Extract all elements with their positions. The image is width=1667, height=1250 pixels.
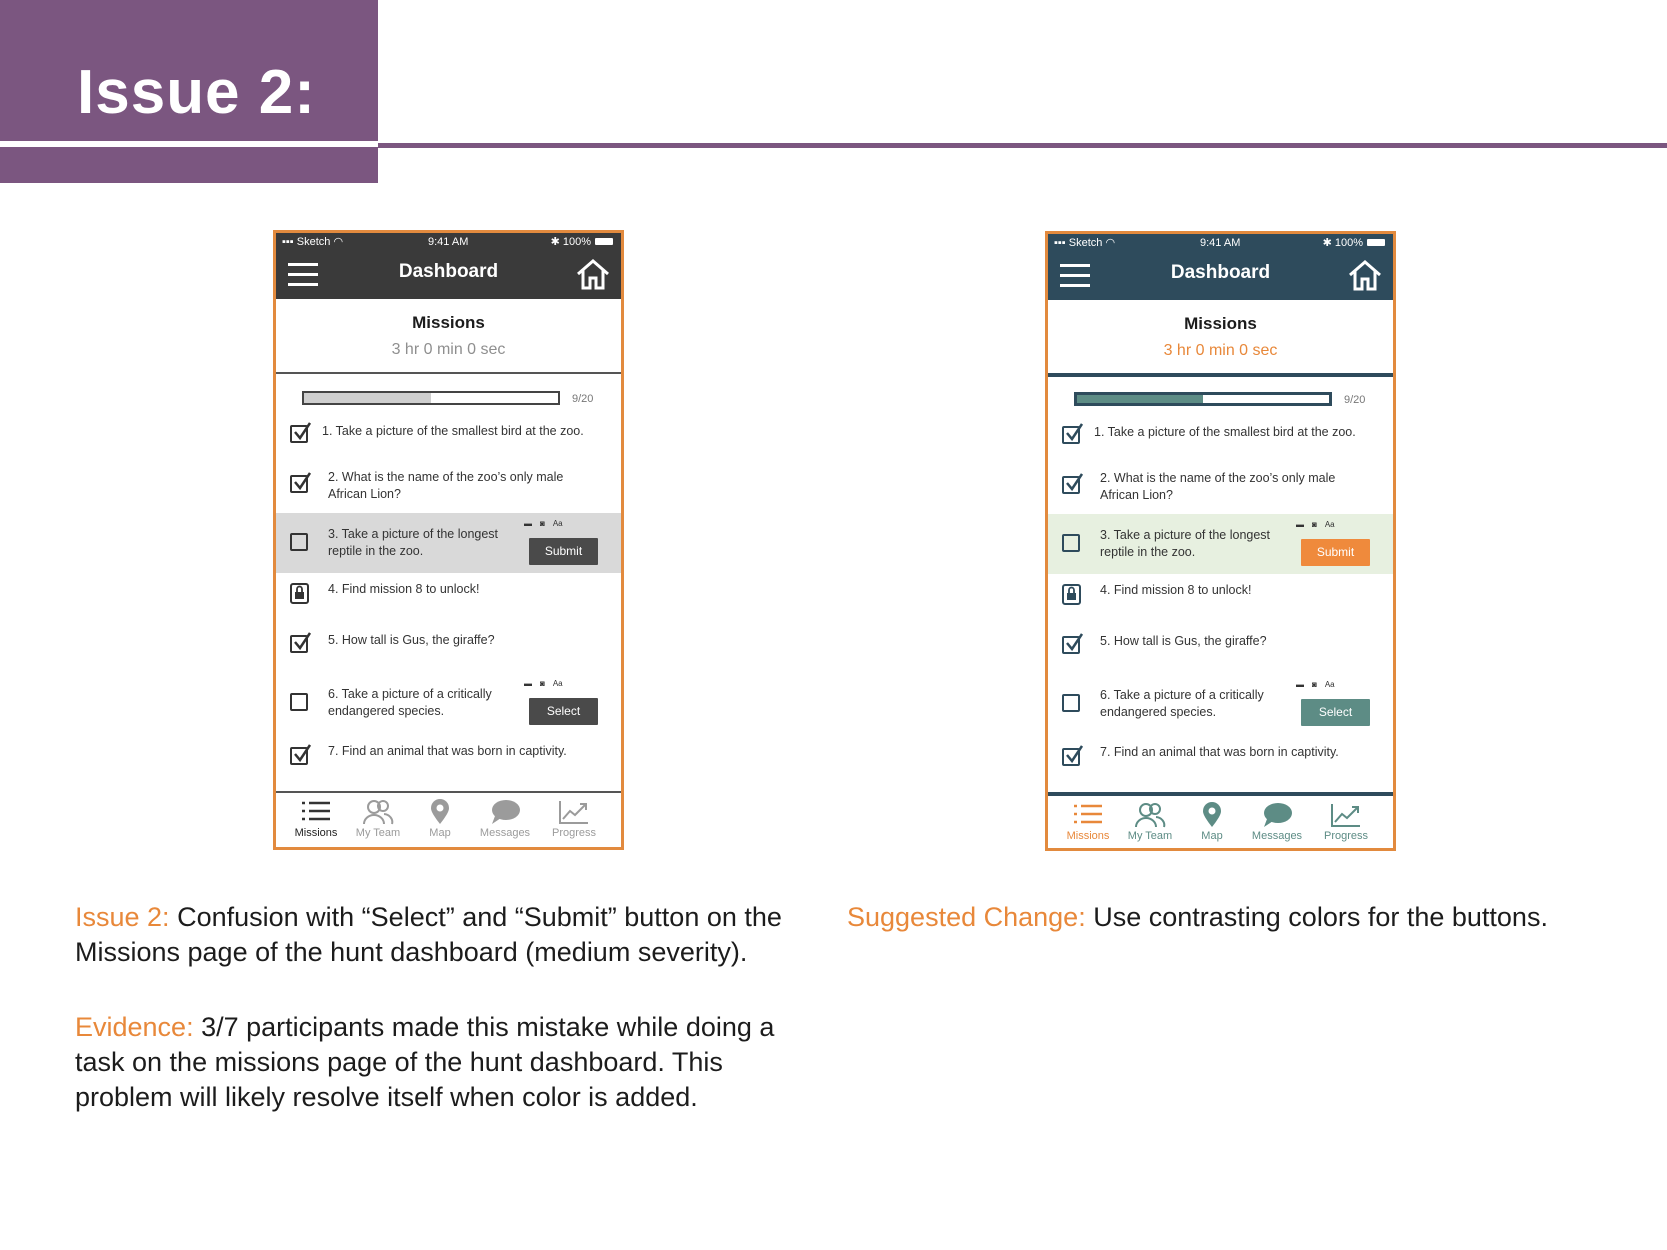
mission-text: 2. What is the name of the zoo’s only male African Lion? [1100, 471, 1336, 502]
chat-bubble-icon [489, 799, 521, 825]
progress-bar [1074, 392, 1332, 406]
missions-title: Missions [1184, 314, 1257, 333]
tab-bar [276, 791, 621, 849]
media-type-icons [524, 519, 571, 528]
mission-text: 3. Take a picture of the longest reptile in the zoo. [1100, 528, 1271, 559]
checkbox-checked-icon[interactable] [290, 747, 308, 765]
mission-item[interactable] [276, 415, 621, 461]
missions-title: Missions [412, 313, 485, 332]
tab-bar [1048, 792, 1393, 851]
mission-text: 5. How tall is Gus, the giraffe? [328, 633, 495, 647]
mission-text: 5. How tall is Gus, the giraffe? [1100, 634, 1267, 648]
evidence-label: Evidence: [75, 1012, 194, 1042]
checkbox-checked-icon[interactable] [290, 425, 308, 443]
camera-icon[interactable]: ◙ [540, 679, 545, 688]
mission-item[interactable] [1048, 674, 1393, 734]
list-icon [1072, 802, 1104, 828]
battery-icon [1367, 239, 1385, 246]
submit-button[interactable]: Submit [529, 538, 598, 565]
tab-label: Progress [1323, 830, 1369, 842]
tab-label: Missions [294, 827, 338, 839]
status-time: 9:41 AM [1200, 237, 1241, 249]
mission-item[interactable] [1048, 622, 1393, 674]
tab-missions[interactable] [285, 799, 347, 839]
mission-item-active[interactable] [276, 513, 621, 573]
issue-label: Issue 2: [75, 902, 170, 932]
camera-icon[interactable]: ◙ [1312, 520, 1317, 529]
mission-item-locked [1048, 574, 1393, 622]
change-label: Suggested Change: [847, 902, 1086, 932]
nav-bar [276, 233, 621, 299]
text-icon[interactable]: Aa [552, 679, 563, 688]
mission-timer: 3 hr 0 min 0 sec [1163, 342, 1278, 359]
phone-mockup-original [273, 230, 624, 850]
checkbox-checked-icon[interactable] [1062, 636, 1080, 654]
tab-messages[interactable] [474, 799, 536, 839]
checkbox-empty-icon[interactable] [290, 533, 308, 551]
tab-map[interactable] [1181, 802, 1243, 842]
map-pin-icon [424, 799, 456, 825]
chat-bubble-icon [1261, 802, 1293, 828]
home-icon[interactable] [575, 257, 611, 291]
mission-text: 7. Find an animal that was born in captivity. [328, 744, 567, 758]
media-type-icons [1296, 680, 1343, 689]
tab-label: Missions [1066, 830, 1110, 842]
checkbox-empty-icon[interactable] [290, 693, 308, 711]
chart-icon [1330, 802, 1362, 828]
camera-icon[interactable]: ◙ [1312, 680, 1317, 689]
header-gap [0, 141, 378, 147]
mission-text: 6. Take a picture of a critically endangered species. [1100, 688, 1264, 719]
mission-item[interactable] [276, 461, 621, 511]
nav-title: Dashboard [1170, 262, 1271, 283]
video-icon[interactable]: ▬ [524, 519, 532, 528]
tab-label: Messages [1251, 830, 1303, 842]
progress-fill [1077, 395, 1203, 403]
checkbox-checked-icon[interactable] [290, 635, 308, 653]
status-carrier: ▪▪▪ Sketch ◠ [282, 236, 344, 248]
home-icon[interactable] [1347, 258, 1383, 292]
text-icon[interactable]: Aa [1324, 680, 1335, 689]
text-icon[interactable]: Aa [552, 519, 563, 528]
mission-text: 2. What is the name of the zoo’s only male African Lion? [328, 470, 564, 501]
checkbox-checked-icon[interactable] [290, 475, 308, 493]
text-icon[interactable]: Aa [1324, 520, 1335, 529]
slide-title: Issue 2: [77, 58, 316, 127]
list-icon [300, 799, 332, 825]
issue-text: Confusion with “Select” and “Submit” button on the Missions page of the hunt dashboard (medium severity). [75, 902, 782, 967]
evidence-description [75, 1010, 795, 1115]
tab-messages[interactable] [1246, 802, 1308, 842]
missions-header [276, 299, 621, 374]
mission-text: 3. Take a picture of the longest reptile in the zoo. [328, 527, 499, 558]
mission-item[interactable] [1048, 734, 1393, 788]
tab-label: Map [1201, 830, 1223, 842]
team-icon [362, 799, 394, 825]
mission-text: 1. Take a picture of the smallest bird at the zoo. [1094, 425, 1356, 439]
chart-icon [558, 799, 590, 825]
mission-text: 7. Find an animal that was born in captivity. [1100, 745, 1339, 759]
phone-mockup-suggested [1045, 231, 1396, 851]
tab-label: My Team [355, 827, 401, 839]
select-button[interactable]: Select [1301, 699, 1370, 726]
video-icon[interactable]: ▬ [524, 679, 532, 688]
mission-timer: 3 hr 0 min 0 sec [391, 341, 506, 358]
progress-fill [304, 393, 431, 403]
checkbox-checked-icon[interactable] [1062, 476, 1080, 494]
tab-progress[interactable] [1315, 802, 1377, 842]
tab-map[interactable] [409, 799, 471, 839]
camera-icon[interactable]: ◙ [540, 519, 545, 528]
map-pin-icon [1196, 802, 1228, 828]
mission-item[interactable] [1048, 462, 1393, 512]
media-type-icons [1296, 520, 1343, 529]
battery-icon [595, 238, 613, 245]
nav-title: Dashboard [398, 261, 499, 282]
status-battery: ✱ 100% [1322, 237, 1363, 249]
status-carrier: ▪▪▪ Sketch ◠ [1054, 237, 1116, 249]
mission-item[interactable] [276, 621, 621, 673]
checkbox-checked-icon[interactable] [1062, 748, 1080, 766]
status-time: 9:41 AM [428, 236, 469, 248]
tab-label: My Team [1127, 830, 1173, 842]
slide-header [0, 0, 378, 183]
submit-button[interactable]: Submit [1301, 539, 1370, 566]
lock-icon [1062, 584, 1081, 605]
mission-text: 4. Find mission 8 to unlock! [1100, 583, 1252, 597]
issue-description [75, 900, 795, 970]
checkbox-checked-icon[interactable] [1062, 426, 1080, 444]
mission-item-locked [276, 573, 621, 621]
evidence-text: 3/7 participants made this mistake while doing a task on the missions page of the hunt dashboard. This problem will likely resolve itself when color is added. [75, 1012, 775, 1112]
mission-item[interactable] [276, 673, 621, 733]
progress-label: 9/20 [1344, 394, 1366, 406]
team-icon [1134, 802, 1166, 828]
select-button[interactable]: Select [529, 698, 598, 725]
header-rule [378, 143, 1667, 148]
mission-item-active[interactable] [1048, 514, 1393, 574]
mission-item[interactable] [276, 733, 621, 787]
progress-label: 9/20 [572, 393, 594, 405]
mission-text: 6. Take a picture of a critically endangered species. [328, 687, 492, 718]
mission-text: 4. Find mission 8 to unlock! [328, 582, 480, 596]
tab-label: Progress [551, 827, 597, 839]
tab-missions[interactable] [1057, 802, 1119, 842]
suggested-change [847, 900, 1647, 935]
tab-my-team[interactable] [347, 799, 409, 839]
tab-label: Map [429, 827, 451, 839]
video-icon[interactable]: ▬ [1296, 520, 1304, 529]
tab-my-team[interactable] [1119, 802, 1181, 842]
mission-item[interactable] [1048, 416, 1393, 462]
lock-icon [290, 583, 309, 604]
missions-header [1048, 300, 1393, 377]
checkbox-empty-icon[interactable] [1062, 534, 1080, 552]
video-icon[interactable]: ▬ [1296, 680, 1304, 689]
change-text: Use contrasting colors for the buttons. [1093, 902, 1548, 932]
progress-bar [302, 391, 560, 405]
nav-bar [1048, 234, 1393, 300]
media-type-icons [524, 679, 571, 688]
status-battery: ✱ 100% [550, 236, 591, 248]
tab-label: Messages [479, 827, 531, 839]
checkbox-empty-icon[interactable] [1062, 694, 1080, 712]
tab-progress[interactable] [543, 799, 605, 839]
mission-text: 1. Take a picture of the smallest bird at the zoo. [322, 424, 584, 438]
